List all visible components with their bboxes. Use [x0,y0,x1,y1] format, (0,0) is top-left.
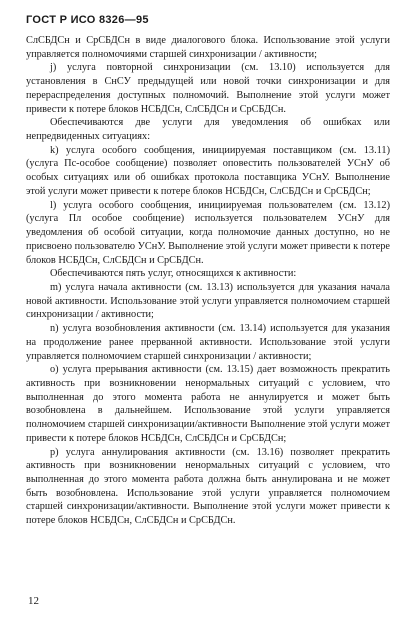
paragraph-item-k: k) услуга особого сообщения, инициируемая поставщиком (см. 13.11) (услуга Пс-особое сообщение) позволяет оповестить пользователей УСнУ об особых ситуациях или об ошибках протокола поставщика УСнУ. Выполнение этой услуги может привести к потере блоков НСБДСн, СлСБДСн и СрСБДСн; [26,144,390,197]
paragraph-item-m: m) услуга начала активности (см. 13.13) используется для указания начала новой активности. Использование этой услуги управляется полномочием старшей синхронизации / активности; [26,281,390,321]
paragraph-item-n: n) услуга возобновления активности (см. 13.14) используется для указания на продолжение ранее прерванной активности. Использование этой услуги управляется полномочием старшей синхронизации / активности; [26,323,390,362]
body-text [26,34,390,528]
paragraph-item-l: l) услуга особого сообщения, инициируемая пользователем (см. 13.12) (услуга Пл особое сообщение) используется пользователем УСнУ для уведомления об особой ситуации, когда полномочие данных доступно, но не присвоено пользователю УСнУ. Выполнение этой услуги может привести к потере блоков НСБДСн, СлСБДСн и СрСБДСн. [26,199,390,266]
paragraph-item-o: o) услуга прерывания активности (см. 13.15) дает возможность прекратить активность при возникновении ненормальных ситуаций с условием, что выполненная до этого момента работа не аннулируется и может быть возобновлена в дальнейшем. Использование этой услуги управляется полномочием старшей синхронизации/активности Выполнение этой услуги может привести к потере блоков НСБДСн, СлСБДСн и СрСБДСн; [26,364,390,444]
paragraph-item-j: j) услуга повторной синхронизации (см. 13.10) используется для установления в СнСУ предыдущей или новой точки синхронизации и для перераспределения доступных полномочий. Выполнение этой услуги может привести к потере блоков НСБДСн, СлСБДСн и СрСБДСн. [26,62,390,115]
standard-header: ГОСТ Р ИСО 8326—95 [26,14,149,26]
paragraph-error-services-intro: Обеспечиваются две услуги для уведомления об ошибках или непредвиденных ситуациях: [26,117,390,143]
page-number: 12 [28,595,39,607]
paragraph-continuation: СлСБДСн и СрСБДСн в виде диалогового блока. Использование этой услуги управляется полномочиями старшей синхронизации / активности; [26,35,390,60]
paragraph-item-p: р) услуга аннулирования активности (см. 13.16) позволяет прекратить активность при возникновении ненормальных ситуаций с условием, что выполненная до этого момента работа должна быть аннулирована и не может быть возобновлена. Использование этой услуги управляется полномочием старшей синхронизации/активности. Выполнение этой услуги может привести к потере блоков НСБДСн, СлСБДСн и СрСБДСн. [26,446,390,527]
paragraph-activity-services-intro: Обеспечиваются пять услуг, относящихся к активности: [50,268,297,280]
